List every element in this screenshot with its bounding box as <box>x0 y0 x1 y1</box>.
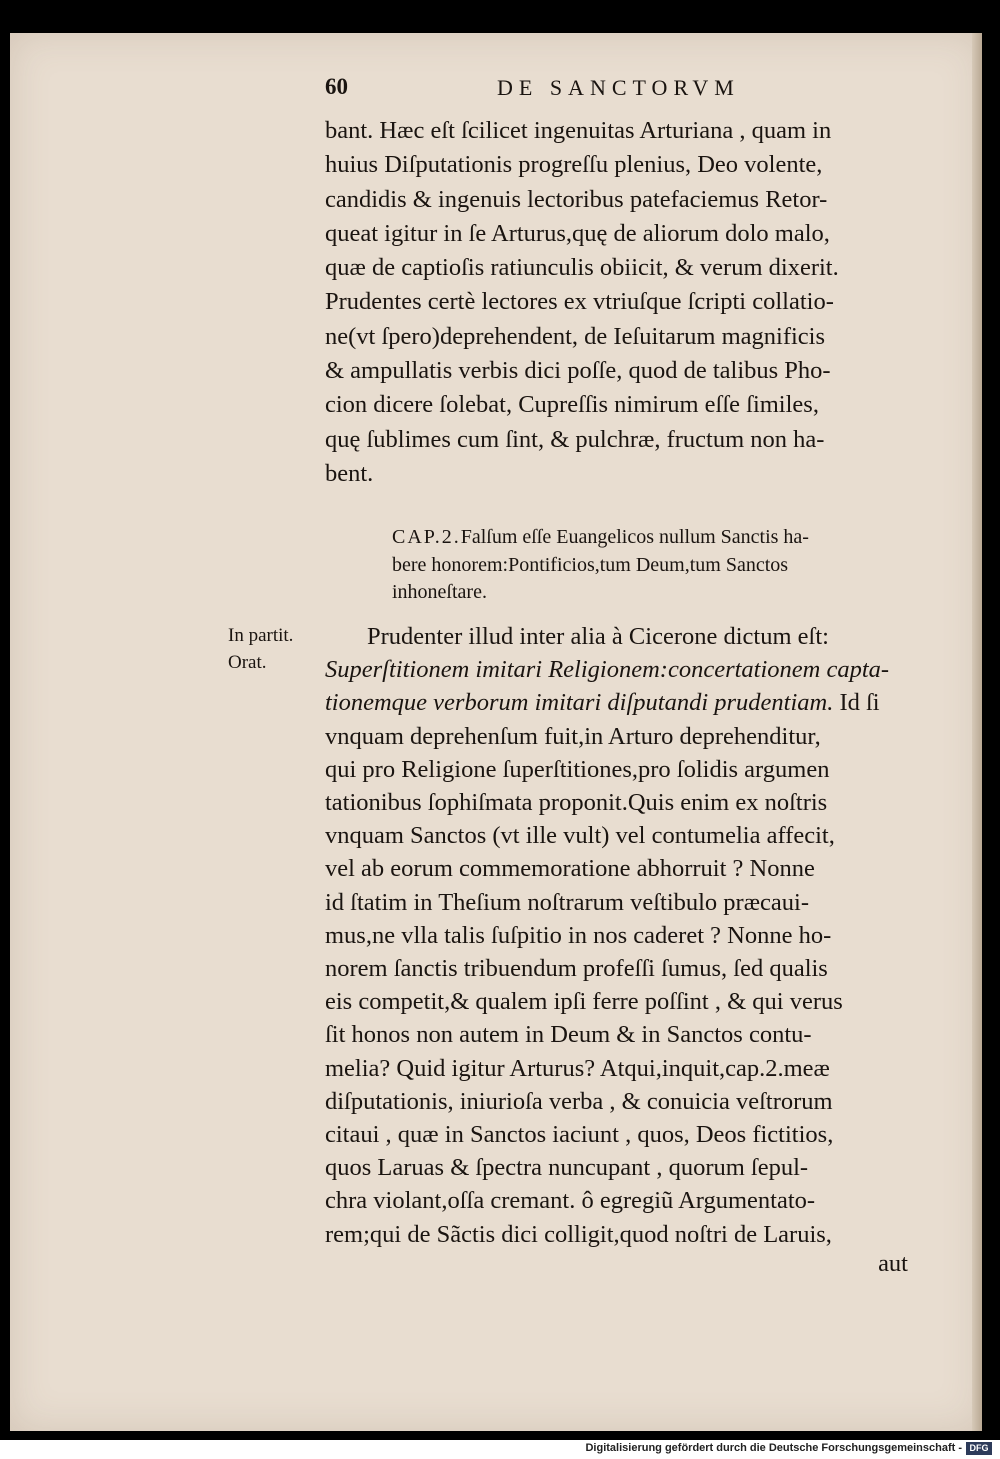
text-line: vel ab eorum commemoratione abhorruit ? Nonne <box>325 855 815 883</box>
chapter-label: CAP.2. <box>392 526 461 548</box>
quote-line: Superſtitionem imitari Religionem:concertationem capta- <box>325 656 890 684</box>
text-line: eis competit,& qualem ipſi ferre poſſint , & qui verus <box>325 988 843 1016</box>
text-line: quos Laruas & ſpectra nuncupant , quorum ſepul- <box>325 1154 809 1182</box>
dfg-logo: DFG <box>966 1442 992 1455</box>
text-line: chra violant,oſſa cremant. ô egregiũ Argumentato- <box>325 1187 816 1215</box>
paragraph-2 <box>325 620 950 1251</box>
text-line: melia? Quid igitur Arturus? Atqui,inquit,cap.2.meæ <box>325 1054 830 1082</box>
funding-credit: Digitalisierung gefördert durch die Deutsche Forschungsgemeinschaft - <box>585 1442 962 1454</box>
text-line: Prudenter illud inter alia à Cicerone dictum eſt: <box>367 623 829 650</box>
page-number: 60 <box>325 74 348 99</box>
paragraph-1 <box>325 114 950 491</box>
text-line: id ſtatim in Theſium noſtrarum veſtibulo præcaui- <box>325 888 810 916</box>
catchword: aut <box>878 1250 908 1277</box>
text-line: ſit honos non autem in Deum & in Sanctos contu- <box>325 1021 812 1049</box>
text-line: citaui , quæ in Sanctos iaciunt , quos, Deos fictitios, <box>325 1121 834 1149</box>
chapter-title-part: Falſum eſſe Euangelicos nullum Sanctis ha- <box>460 526 809 548</box>
chapter-heading-line: inhoneſtare. <box>392 581 487 603</box>
page-header <box>325 74 765 108</box>
text-line <box>325 686 950 719</box>
page-edge <box>972 33 982 1431</box>
margin-note <box>228 622 293 676</box>
margin-note-line: In partit. <box>228 625 294 646</box>
text-line: quæ de captioſis ratiunculis obiicit, & verum dixerit. <box>325 254 839 282</box>
text-line: vnquam deprehenſum fuit,in Arturo deprehenditur, <box>325 722 821 750</box>
text-line: cion dicere ſolebat, Cupreſſis nimirum eſſe ſimiles, <box>325 391 819 419</box>
text-line: qui pro Religione ſuperſtitiones,pro ſolidis argumen <box>325 755 830 783</box>
text-line: bant. Hæc eſt ſcilicet ingenuitas Arturiana , quam in <box>325 117 832 144</box>
text-line: vnquam Sanctos (vt ille vult) vel contumelia affecit, <box>325 822 835 850</box>
text-line: bent. <box>325 459 374 487</box>
text-line: huius Diſputationis progreſſu plenius, Deo volente, <box>325 151 823 179</box>
text-line: candidis & ingenuis lectoribus patefaciemus Retor- <box>325 185 828 213</box>
text-line: diſputationis, iniurioſa verba , & conuicia veſtrorum <box>325 1087 833 1115</box>
text-line: Prudentes certè lectores ex vtriuſque ſcripti collatio- <box>325 288 834 316</box>
text-line: quę ſublimes cum ſint, & pulchræ, fructum non ha- <box>325 425 825 453</box>
text-line: queat igitur in ſe Arturus,quę de aliorum dolo malo, <box>325 219 830 247</box>
chapter-heading <box>392 524 952 607</box>
running-head: DE SANCTORVM <box>497 75 740 100</box>
quote-line: tionemque verborum imitari diſputandi prudentiam. <box>325 689 834 717</box>
margin-note-line: Orat. <box>228 652 267 673</box>
text-line: rem;qui de Sãctis dici colligit,quod noſtri de Laruis, <box>325 1220 832 1248</box>
text-line: norem ſanctis tribuendum profeſſi ſumus, ſed qualis <box>325 955 828 983</box>
text-line: tationibus ſophiſmata proponit.Quis enim ex noſtris <box>325 789 828 817</box>
chapter-heading-line: bere honorem:Pontificios,tum Deum,tum Sanctos <box>392 553 789 576</box>
text-line: ne(vt ſpero)deprehendent, de Ieſuitarum magnificis <box>325 322 826 350</box>
text-line: mus,ne vlla talis ſuſpitio in nos caderet ? Nonne ho- <box>325 921 832 949</box>
chapter-heading-line <box>392 524 952 552</box>
text-fragment: Id ſi <box>833 689 880 717</box>
text-line: & ampullatis verbis dici poſſe, quod de talibus Pho- <box>325 357 831 385</box>
